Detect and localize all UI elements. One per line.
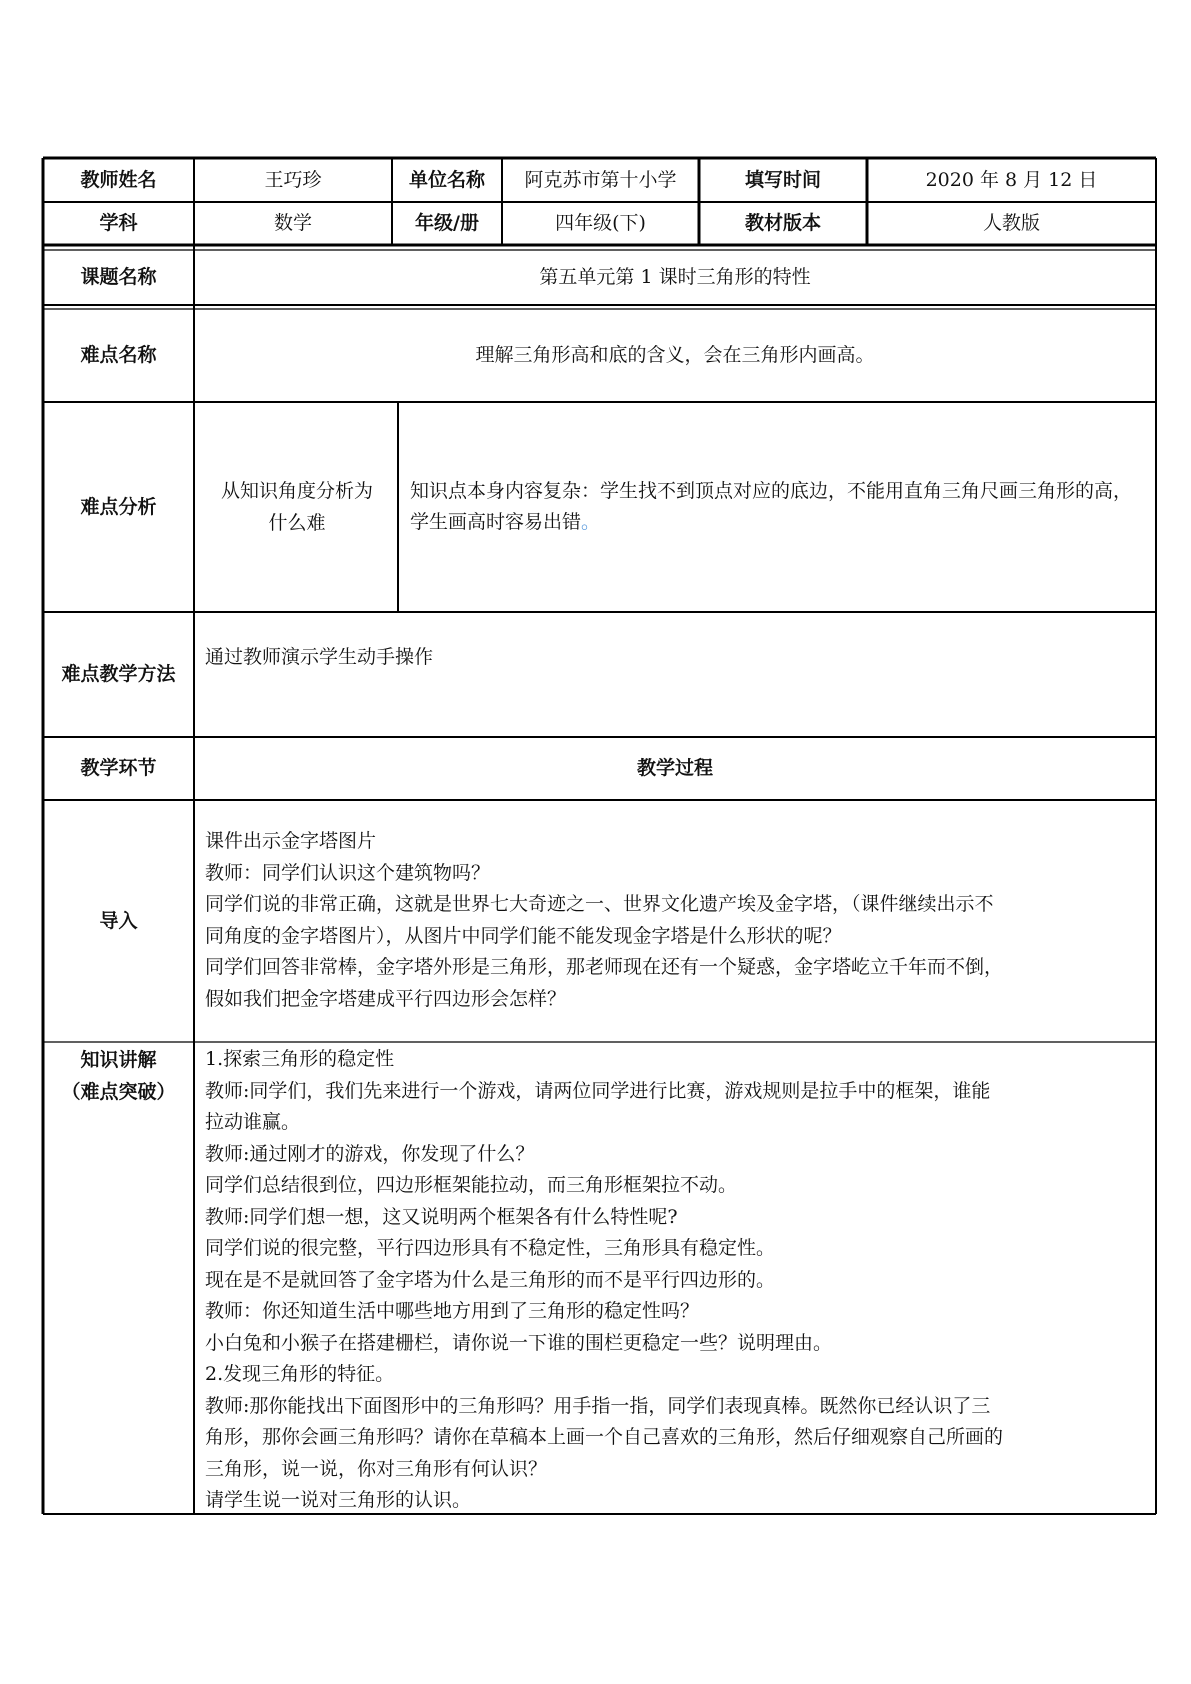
knowledge-line: 三角形，说一说，你对三角形有何认识？	[205, 1457, 548, 1480]
subject-label: 学科	[99, 212, 138, 235]
knowledge-line: 2.发现三角形的特征。	[205, 1363, 395, 1385]
teacher-name-value: 王巧珍	[264, 168, 322, 191]
unit-name-label: 单位名称	[408, 168, 485, 191]
difficulty-name-value: 理解三角形高和底的含义，会在三角形内画高。	[475, 344, 875, 367]
knowledge-line: 同学们总结很到位，四边形框架能拉动，而三角形框架拉不动。	[205, 1174, 738, 1196]
knowledge-label-line2: （难点突破）	[61, 1081, 176, 1103]
grade-value: 四年级(下)	[555, 212, 646, 235]
edition-label: 教材版本	[744, 212, 821, 235]
fill-date-value: 2020 年 8 月 12 日	[925, 168, 1098, 191]
knowledge-line: 教师:同学们，我们先来进行一个游戏，请两位同学进行比赛，游戏规则是拉手中的框架，谁能	[205, 1079, 991, 1102]
teacher-name-label: 教师姓名	[80, 168, 157, 191]
knowledge-line: 1.探索三角形的稳定性	[205, 1048, 395, 1070]
intro-line: 假如我们把金字塔建成平行四边形会怎样？	[205, 987, 567, 1010]
fill-date-label: 填写时间	[744, 168, 821, 191]
intro-label: 导入	[99, 909, 138, 932]
knowledge-line: 拉动谁赢。	[205, 1111, 301, 1133]
knowledge-line: 教师:同学们想一想，这又说明两个框架各有什么特性呢?	[205, 1205, 678, 1228]
knowledge-content	[194, 1042, 1156, 1514]
subject-value: 数学	[273, 212, 312, 235]
knowledge-line: 教师:那你能找出下面图形中的三角形吗？用手指一指，同学们表现真棒。既然你已经认识了三	[205, 1394, 991, 1417]
knowledge-line: 现在是不是就回答了金字塔为什么是三角形的而不是平行四边形的。	[205, 1268, 776, 1291]
teaching-process-label: 教学过程	[636, 757, 713, 780]
knowledge-line: 小白兔和小猴子在搭建栅栏，请你说一下谁的围栏更稳定一些？说明理由。	[205, 1331, 833, 1354]
teaching-method-value: 通过教师演示学生动手操作	[205, 646, 434, 668]
edition-value: 人教版	[982, 212, 1040, 235]
topic-label: 课题名称	[80, 266, 157, 289]
knowledge-line: 教师：你还知道生活中哪些地方用到了三角形的稳定性吗？	[205, 1300, 700, 1322]
grade-label: 年级/册	[415, 212, 479, 235]
teaching-method-label: 难点教学方法	[61, 663, 176, 686]
intro-line: 课件出示金字塔图片	[205, 830, 377, 852]
intro-line: 教师：同学们认识这个建筑物吗？	[205, 861, 491, 884]
unit-name-value: 阿克苏市第十小学	[524, 168, 677, 191]
knowledge-line: 请学生说一说对三角形的认识。	[205, 1489, 472, 1511]
topic-value: 第五单元第 1 课时三角形的特性	[539, 266, 811, 289]
analysis-text: 知识点本身内容复杂：学生找不到顶点对应的底边，不能用直角三角尺画三角形的高，学生画高时容易出错	[410, 479, 1133, 533]
difficulty-name-label: 难点名称	[80, 344, 157, 367]
intro-line: 同角度的金字塔图片），从图片中同学们能不能发现金字塔是什么形状的呢？	[205, 924, 842, 947]
knowledge-line: 角形，那你会画三角形吗？请你在草稿本上画一个自己喜欢的三角形，然后仔细观察自己所画的	[205, 1426, 1004, 1448]
analysis-text-dot: 。	[581, 511, 601, 533]
difficulty-analysis-label: 难点分析	[80, 495, 157, 518]
teaching-stage-label: 教学环节	[80, 757, 157, 780]
analysis-sub-label	[204, 402, 390, 612]
knowledge-line: 教师:通过刚才的游戏，你发现了什么？	[205, 1142, 535, 1165]
knowledge-label-line1: 知识讲解	[80, 1049, 157, 1071]
intro-line: 同学们说的非常正确，这就是世界七大奇迹之一、世界文化遗产埃及金字塔，（课件继续出示不	[205, 893, 994, 915]
analysis-text-cell	[398, 402, 1156, 612]
intro-line: 同学们回答非常棒，金字塔外形是三角形，那老师现在还有一个疑惑，金字塔屹立千年而不倒，	[205, 956, 1004, 978]
knowledge-label	[43, 1042, 194, 1514]
intro-content	[194, 800, 1156, 1042]
knowledge-line: 同学们说的很完整，平行四边形具有不稳定性，三角形具有稳定性。	[205, 1237, 776, 1259]
analysis-sub-label-text: 从知识角度分析为什么难	[220, 480, 373, 534]
